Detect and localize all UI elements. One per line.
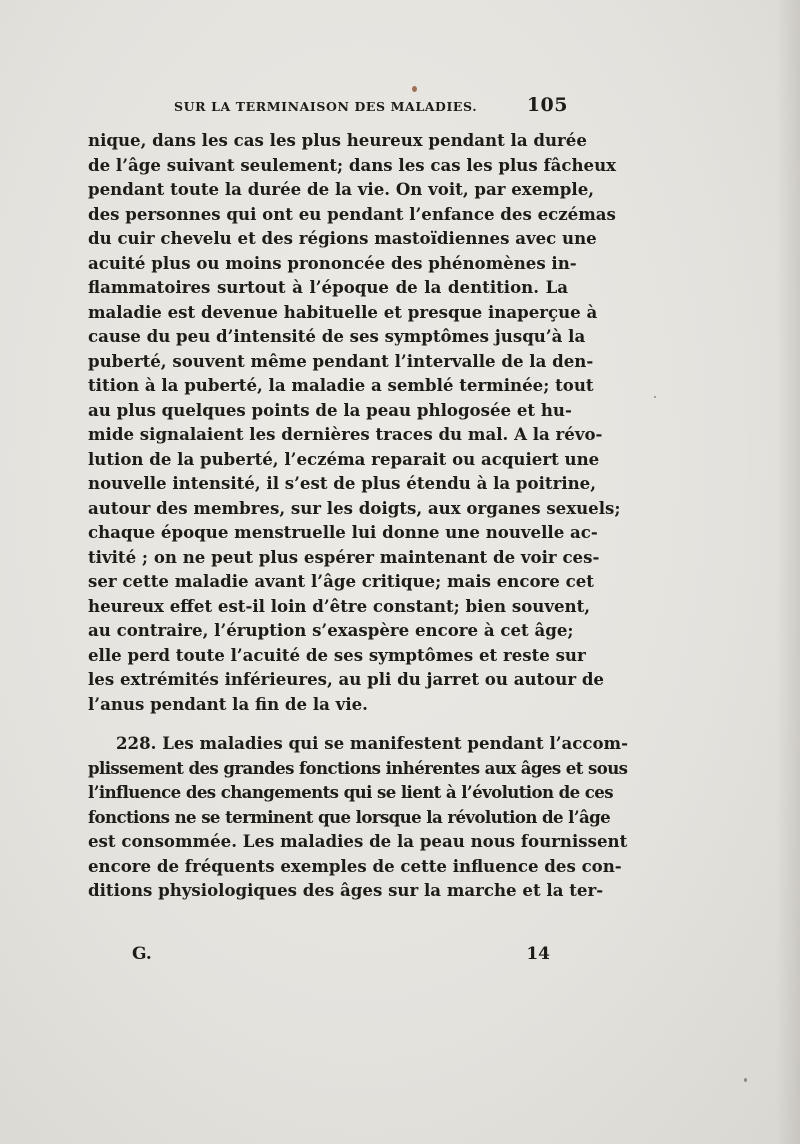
- text-line: maladie est devenue habituelle et presque inaperçue à: [88, 301, 598, 322]
- paragraph: [88, 731, 628, 903]
- text-line: cause du peu d’intensité de ses symptômes jusqu’à la: [88, 326, 586, 346]
- text-line: ser cette maladie avant l’âge critique; mais encore cet: [88, 571, 594, 591]
- text-line: de l’âge suivant seulement; dans les cas les plus fâcheux: [88, 154, 617, 175]
- page-edge-shadow: [776, 0, 800, 1144]
- text-line: tition à la puberté, la maladie a semblé terminée; tout: [88, 375, 594, 395]
- signature-mark: G.: [132, 944, 152, 964]
- text-line: tivité ; on ne peut plus espérer maintenant de voir ces-: [88, 546, 600, 567]
- text-line: ditions physiologiques des âges sur la marche et la ter-: [88, 880, 604, 900]
- text-line: autour des membres, sur les doigts, aux organes sexuels;: [88, 497, 621, 518]
- body-text: [88, 128, 628, 903]
- text-line: au contraire, l’éruption s’exaspère encore à cet âge;: [88, 620, 574, 640]
- ink-stain: [744, 1078, 747, 1082]
- text-line: des personnes qui ont eu pendant l’enfance des eczémas: [88, 203, 616, 224]
- page-header: [88, 94, 568, 120]
- text-line: puberté, souvent même pendant l’intervalle de la den-: [88, 350, 594, 371]
- paragraph: [88, 128, 621, 716]
- text-line: heureux effet est-il loin d’être constant; bien souvent,: [88, 595, 591, 616]
- text-line: plissement des grandes fonctions inhérentes aux âges et sous: [88, 757, 628, 778]
- text-line: au plus quelques points de la peau phlogosée et hu-: [88, 399, 572, 420]
- ink-stain: [412, 86, 417, 92]
- text-line: l’influence des changements qui se lient à l’évolution de ces: [88, 782, 613, 802]
- text-line: 228. Les maladies qui se manifestent pendant l’accom-: [116, 733, 628, 753]
- running-head: SUR LA TERMINAISON DES MALADIES.: [174, 99, 478, 114]
- page-footer: [88, 942, 568, 970]
- text-line: mide signalaient les dernières traces du mal. A la révo-: [88, 424, 603, 444]
- text-line: les extrémités inférieures, au pli du jarret ou autour de: [88, 669, 604, 689]
- text-line: est consommée. Les maladies de la peau nous fournissent: [88, 831, 628, 851]
- page-number: 105: [526, 94, 568, 116]
- text-line: fonctions ne se terminent que lorsque la révolution de l’âge: [88, 806, 611, 827]
- text-line: acuité plus ou moins prononcée des phénomènes in-: [88, 252, 577, 273]
- text-line: chaque époque menstruelle lui donne une nouvelle ac-: [88, 522, 598, 542]
- text-line: encore de fréquents exemples de cette influence des con-: [88, 855, 622, 876]
- text-line: elle perd toute l’acuité de ses symptômes et reste sur: [88, 644, 586, 665]
- signature-number: 14: [526, 944, 550, 964]
- text-line: pendant toute la durée de la vie. On voit, par exemple,: [88, 179, 595, 199]
- text-line: du cuir chevelu et des régions mastoïdiennes avec une: [88, 228, 597, 248]
- text-line: lution de la puberté, l’eczéma reparait ou acquiert une: [88, 448, 600, 469]
- text-line: nouvelle intensité, il s’est de plus étendu à la poitrine,: [88, 473, 597, 493]
- text-line: l’anus pendant la fin de la vie.: [88, 693, 368, 714]
- text-line: nique, dans les cas les plus heureux pendant la durée: [88, 130, 587, 150]
- ink-stain: [654, 396, 656, 398]
- text-line: flammatoires surtout à l’époque de la dentition. La: [88, 277, 568, 297]
